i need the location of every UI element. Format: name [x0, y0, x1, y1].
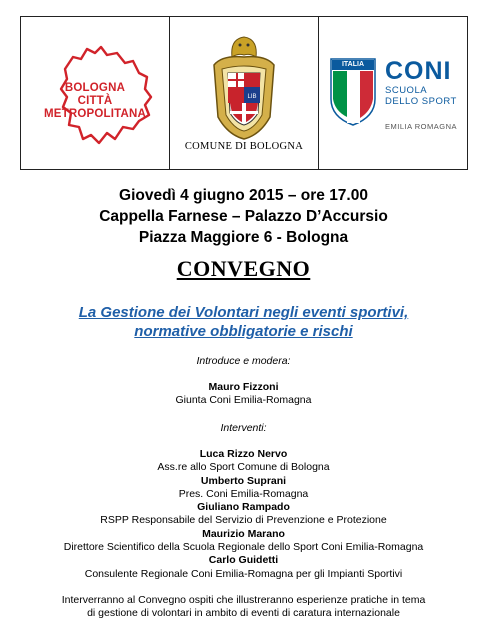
speaker-item [0, 475, 487, 502]
coni-subtitle: SCUOLA DELLO SPORT [385, 85, 457, 107]
svg-text:LIB: LIB [247, 94, 257, 100]
speaker-name: Maurizio Marano [202, 527, 285, 540]
speakers-label: Interventi: [220, 422, 267, 434]
speaker-item [0, 501, 487, 528]
metro-logo-text: BOLOGNA CITTÀ METROPOLITANA [43, 82, 147, 120]
comune-caption: COMUNE DI BOLOGNA [184, 141, 304, 152]
event-address: Piazza Maggiore 6 - Bologna [138, 229, 349, 246]
bologna-citta-metropolitana-logo [21, 17, 170, 169]
speaker-name: Giuliano Rampado [197, 501, 290, 514]
speaker-item [0, 528, 487, 555]
speaker-role: Ass.re allo Sport Comune di Bologna [157, 461, 330, 474]
speaker-name: Umberto Suprani [200, 474, 287, 487]
coni-scuola-dello-sport-logo [319, 17, 467, 169]
speaker-role: Direttore Scientifico della Scuola Regionale dello Sport Coni Emilia-Romagna [63, 541, 424, 554]
speaker-role: Pres. Coni Emilia-Romagna [178, 487, 309, 500]
event-venue: Cappella Farnese – Palazzo D’Accursio [99, 208, 388, 225]
convegno-subject: La Gestione dei Volontari negli eventi sportivi, normative obbligatorie e rischi [78, 304, 409, 340]
speaker-role: Consulente Regionale Coni Emilia-Romagna per gli Impianti Sportivi [84, 567, 403, 580]
coni-wordmark: CONI [385, 57, 452, 85]
moderator-role: Giunta Coni Emilia-Romagna [175, 394, 312, 407]
italia-label: ITALIA [332, 60, 374, 70]
speaker-item [0, 448, 487, 475]
closing-note: Interverranno al Convegno ospiti che illustreranno esperienze pratiche in tema di gestione di volontari in ambito di eventi di caratura internazionale [61, 594, 426, 620]
event-info [0, 185, 487, 248]
speaker-role: RSPP Responsabile del Servizio di Prevenzione e Protezione [100, 514, 387, 527]
comune-di-bologna-logo [170, 17, 319, 169]
speakers-list [0, 448, 487, 581]
event-date-time: Giovedì 4 giugno 2015 – ore 17.00 [119, 187, 368, 204]
intro-label: Introduce e modera: [196, 355, 291, 367]
logo-strip [20, 16, 468, 170]
coni-region: EMILIA ROMAGNA [385, 122, 458, 131]
moderator-block [0, 381, 487, 408]
moderator-name: Mauro Fizzoni [208, 381, 279, 393]
speaker-item [0, 554, 487, 581]
speaker-name: Carlo Guidetti [208, 554, 279, 567]
speaker-name: Luca Rizzo Nervo [199, 448, 288, 460]
convegno-heading: CONVEGNO [176, 256, 311, 281]
